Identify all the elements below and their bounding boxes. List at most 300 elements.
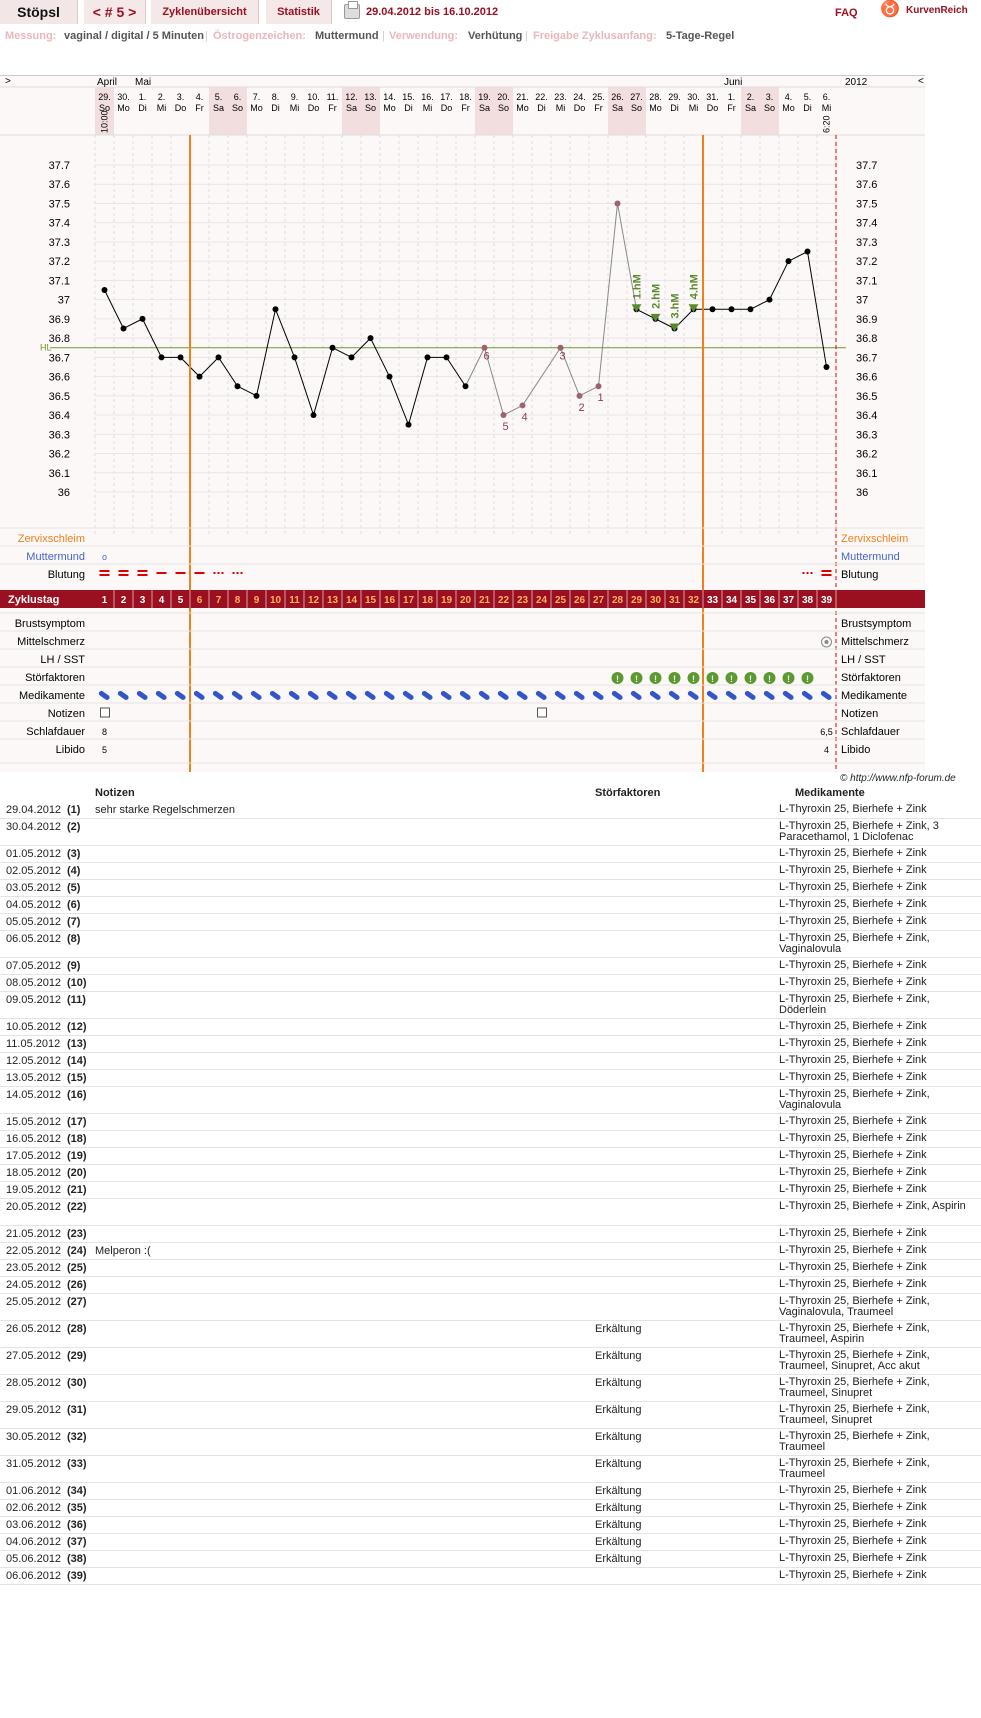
cell-meds: L-Thyroxin 25, Bierhefe + Zink [779,1278,927,1290]
cell-cd: (4) [67,865,81,877]
tab-cycle-overview[interactable]: Zyklenübersicht [151,0,259,24]
y-tick: 36.2 [48,448,70,461]
libido-value: 4 [823,745,830,755]
temp-point [520,402,526,408]
table-row [0,819,981,846]
kurvenreich-logo-icon: ♉ [880,1,900,18]
y-tick-right: 36.7 [856,352,878,365]
day-number: 14. [383,92,396,102]
y-tick: 37 [57,294,70,307]
y-tick: 36.6 [48,371,70,384]
cycle-day: 17 [402,595,415,606]
month-label: Juni [724,77,743,88]
cycle-day: 18 [421,595,434,606]
cell-date: 04.06.2012 [6,1536,62,1548]
cell-meds: L-Thyroxin 25, Bierhefe + Zink [779,1166,927,1178]
col-notes: Notizen [95,787,135,799]
y-tick-right: 37.4 [856,217,878,230]
cell-cd: (31) [67,1404,87,1416]
cell-date: 25.05.2012 [6,1296,62,1308]
cell-meds: L-Thyroxin 25, Bierhefe + Zink, Traumeel [779,1457,930,1480]
cell-date: 03.06.2012 [6,1519,62,1531]
weekday: Mi [688,103,699,113]
separator: | [525,30,528,42]
stoerfaktor-glyph: ! [730,674,733,684]
cell-date: 29.04.2012 [6,804,62,816]
point-label: 5 [502,421,509,434]
cell-date: 26.05.2012 [6,1323,62,1335]
cell-stoer: Erkältung [595,1377,642,1389]
row-label: LH / SST [40,654,85,666]
row-label-right: Schlafdauer [841,726,900,738]
cell-meds: L-Thyroxin 25, Bierhefe + Zink [779,1149,927,1161]
cell-cd: (26) [67,1279,87,1291]
cycle-chart [0,75,925,772]
cycle-day: 3 [139,595,146,606]
cell-meds: L-Thyroxin 25, Bierhefe + Zink [779,1183,927,1195]
weekday: Mo [782,103,795,113]
weekday: Di [803,103,812,113]
printer-icon[interactable] [344,4,360,19]
day-number: 22. [535,92,548,102]
separator: | [205,30,208,42]
temp-point [748,306,754,312]
weekday: Do [307,103,320,113]
nav-left: > [5,76,11,87]
y-tick: 36.3 [48,429,70,442]
table-row [0,1070,981,1087]
cell-date: 06.06.2012 [6,1570,62,1582]
weekday: Fr [461,103,470,113]
hm-label: 1.hM [631,274,644,300]
temp-point [254,393,260,399]
table-row [0,1517,981,1534]
y-tick-right: 36.8 [856,333,878,346]
y-tick: 37.3 [48,236,70,249]
table-row [0,1131,981,1148]
y-tick: 36.1 [48,467,70,480]
cell-note: sehr starke Regelschmerzen [95,804,236,816]
cycle-day: 21 [478,595,491,606]
cell-meds: L-Thyroxin 25, Bierhefe + Zink [779,1071,927,1083]
row-label: Schlafdauer [26,726,85,738]
weekday: Sa [611,103,624,113]
temp-point [159,354,165,360]
temp-point [406,422,412,428]
weekday: Do [440,103,453,113]
kurvenreich-link[interactable]: KurvenReich [906,5,968,16]
cell-cd: (19) [67,1150,87,1162]
bleed-mark [807,572,809,574]
stoerfaktor-glyph: ! [787,674,790,684]
faq-link[interactable]: FAQ [835,7,858,19]
cell-cd: (1) [67,804,81,816]
day-number: 9. [290,92,299,102]
bleed-mark [811,572,813,574]
cycle-day: 37 [782,595,795,606]
temp-point [577,393,583,399]
bleed-mark [803,572,805,574]
cycle-day: 28 [611,595,624,606]
y-tick-right: 36.2 [856,448,878,461]
cell-meds: L-Thyroxin 25, Bierhefe + Zink [779,1501,927,1513]
cell-cd: (9) [67,960,81,972]
cell-meds: L-Thyroxin 25, Bierhefe + Zink, Aspirin [779,1200,966,1212]
cell-meds: L-Thyroxin 25, Bierhefe + Zink, Traumeel, Sinupret, Acc akut [779,1349,930,1372]
stoerfaktor-glyph: ! [749,674,752,684]
table-row [0,1402,981,1429]
row-label-right: Medikamente [841,690,908,702]
cell-meds: L-Thyroxin 25, Bierhefe + Zink, Döderlein [779,993,930,1016]
cell-cd: (15) [67,1072,87,1084]
cell-cd: (28) [67,1323,87,1335]
cell-cd: (23) [67,1228,87,1240]
libido-value: 5 [101,745,108,755]
measure-label: Messung: [5,30,57,42]
bleed-mark [119,574,129,576]
bleed-mark [233,572,235,574]
bleed-mark [119,570,129,572]
cell-meds: L-Thyroxin 25, Bierhefe + Zink, Traumeel [779,1430,930,1453]
weekday: Di [670,103,679,113]
temp-point [178,354,184,360]
stoerfaktor-glyph: ! [768,674,771,684]
cell-cd: (2) [67,821,81,833]
weekday: Mo [117,103,130,113]
cell-cd: (24) [67,1245,87,1257]
row-label: Störfaktoren [25,672,85,684]
weekday: Di [404,103,413,113]
cell-cd: (8) [67,933,81,945]
weekday: So [98,103,111,113]
cell-meds: L-Thyroxin 25, Bierhefe + Zink, 3 Paracethamol, 1 Diclofenac [779,820,939,843]
bleed-mark [100,570,110,572]
table-row [0,1148,981,1165]
cell-date: 24.05.2012 [6,1279,62,1291]
bleed-mark [176,572,186,574]
table-row [0,1087,981,1114]
row-label-right: Muttermund [841,551,900,563]
cell-date: 31.05.2012 [6,1458,62,1470]
temp-point [292,354,298,360]
y-tick-right: 36.6 [856,371,878,384]
cell-cd: (38) [67,1553,87,1565]
bleed-mark [157,572,167,574]
temp-point [102,287,108,293]
cycle-day: 25 [554,595,567,606]
cell-cd: (10) [67,977,87,989]
cycle-day: 10 [269,595,282,606]
measure-value: vaginal / digital / 5 Minuten [64,30,204,42]
day-number: 17. [440,92,453,102]
cell-meds: L-Thyroxin 25, Bierhefe + Zink [779,1037,927,1049]
y-tick-right: 36.3 [856,429,878,442]
cell-meds: L-Thyroxin 25, Bierhefe + Zink [779,803,927,815]
cell-meds: L-Thyroxin 25, Bierhefe + Zink [779,1244,927,1256]
weekday: Mi [422,103,433,113]
cell-cd: (16) [67,1089,87,1101]
cycle-day: 6 [196,595,203,606]
y-tick: 36.5 [48,390,70,403]
row-label-right: Mittelschmerz [841,636,909,648]
cell-date: 03.05.2012 [6,882,62,894]
row-label: Libido [55,744,85,756]
estrogen-value: Muttermund [315,30,379,42]
y-tick-right: 36 [856,487,869,499]
cell-cd: (32) [67,1431,87,1443]
bleed-mark [222,572,224,574]
cell-meds: L-Thyroxin 25, Bierhefe + Zink, Traumeel, Aspirin [779,1322,930,1345]
cycle-day: 24 [535,595,548,606]
cell-meds: L-Thyroxin 25, Bierhefe + Zink, Vaginalovula [779,1088,930,1111]
cell-cd: (13) [67,1038,87,1050]
cell-date: 02.06.2012 [6,1502,62,1514]
cell-cd: (22) [67,1201,87,1213]
cell-meds: L-Thyroxin 25, Bierhefe + Zink [779,1569,927,1581]
day-number: 2. [157,92,166,102]
temp-point [387,374,393,380]
sleep-value: 6,5 [820,727,833,737]
day-number: 6. [233,92,242,102]
y-tick-right: 36.5 [856,390,878,403]
weekday: Sa [345,103,358,113]
cell-cd: (7) [67,916,81,928]
point-label: 3 [559,350,566,363]
sleep-value: 8 [101,727,108,737]
cycle-day: 8 [234,595,241,606]
hm-label: 4.hM [688,274,701,300]
table-row [0,1114,981,1131]
row-label-right: LH / SST [841,654,886,666]
cell-meds: L-Thyroxin 25, Bierhefe + Zink, Vaginalovula, Traumeel [779,1295,930,1318]
cycle-day: 16 [383,595,396,606]
temp-point [368,335,374,341]
y-tick-right: 37.6 [856,179,878,192]
cycle-day: 11 [289,595,300,606]
cell-meds: L-Thyroxin 25, Bierhefe + Zink [779,1020,927,1032]
weekday: Sa [744,103,757,113]
table-row [0,1019,981,1036]
year-label: 2012 [845,77,868,88]
cell-date: 30.04.2012 [6,821,62,833]
cell-date: 05.05.2012 [6,916,62,928]
cell-meds: L-Thyroxin 25, Bierhefe + Zink [779,1132,927,1144]
day-number: 4. [784,92,793,102]
table-row [0,992,981,1019]
day-number: 24. [573,92,586,102]
cell-cd: (11) [67,994,86,1006]
weekday: Di [271,103,280,113]
cell-cd: (35) [67,1502,87,1514]
day-number: 7. [252,92,261,102]
table-row [0,1429,981,1456]
weekday: Fr [195,103,204,113]
chart-border [0,75,925,76]
day-number: 16. [421,92,434,102]
day-number: 29. [668,92,681,102]
temp-point [330,345,336,351]
cell-cd: (36) [67,1519,87,1531]
table-row [0,1534,981,1551]
temp-point [824,364,830,370]
y-tick-right: 37 [856,294,869,307]
cell-stoer: Erkältung [595,1404,642,1416]
day-number: 3. [765,92,774,102]
temp-point [425,354,431,360]
cell-date: 18.05.2012 [6,1167,62,1179]
table-row [0,1036,981,1053]
table-row [0,914,981,931]
table-row [0,897,981,914]
cycle-selector[interactable]: < # 5 > [84,0,146,24]
table-row [0,1053,981,1070]
cell-date: 08.05.2012 [6,977,62,989]
cycle-day: 19 [440,595,453,606]
nav-right: < [918,76,924,87]
temp-point [444,354,450,360]
cell-date: 30.05.2012 [6,1431,62,1443]
cycle-day: 38 [801,595,814,606]
cell-meds: L-Thyroxin 25, Bierhefe + Zink [779,1054,927,1066]
cycle-day: 20 [459,595,472,606]
hm-label: 3.hM [669,293,682,319]
y-tick-right: 36.4 [856,410,878,423]
day-number: 4. [195,92,204,102]
day-number: 5. [803,92,812,102]
weekday: So [763,103,776,113]
cycle-day: 13 [326,595,339,606]
table-row [0,958,981,975]
y-tick: 37.2 [48,256,70,269]
table-row [0,1375,981,1402]
y-tick: 37.6 [48,179,70,192]
day-number: 12. [345,92,358,102]
mittelschmerz-marker [825,640,829,644]
stoerfaktor-glyph: ! [635,674,638,684]
y-tick: 37.4 [48,217,70,230]
cell-cd: (39) [67,1570,87,1582]
cycle-day: 27 [592,595,605,606]
note-icon [101,708,110,717]
row-label-right: Zervixschleim [841,533,909,545]
row-label-right: Notizen [841,708,879,720]
cell-meds: L-Thyroxin 25, Bierhefe + Zink, Traumeel, Sinupret [779,1403,930,1426]
y-tick: 36.9 [48,313,70,326]
weekday: Mo [383,103,396,113]
table-row [0,1321,981,1348]
cell-cd: (30) [67,1377,87,1389]
temp-point [140,316,146,322]
cell-cd: (12) [67,1021,87,1033]
table-row [0,975,981,992]
cell-stoer: Erkältung [595,1485,642,1497]
cell-cd: (21) [67,1184,87,1196]
bleed-mark [237,572,239,574]
cell-meds: L-Thyroxin 25, Bierhefe + Zink [779,1115,927,1127]
row-label-right: Störfaktoren [841,672,901,684]
table-row [0,1456,981,1483]
temp-point [805,249,811,255]
weekday: Sa [478,103,491,113]
col-stoerfaktoren: Störfaktoren [595,787,661,799]
row-label: Brustsymptom [14,618,85,630]
y-tick: 37.7 [48,160,70,172]
day-number: 13. [364,92,377,102]
cell-cd: (20) [67,1167,87,1179]
day-number: 20. [497,92,510,102]
table-row [0,1260,981,1277]
copyright: © http://www.nfp-forum.de [840,773,956,784]
cycle-day: 15 [364,595,377,606]
row-label-right: Libido [841,744,871,756]
cycle-day: 35 [744,595,757,606]
day-number: 1. [727,92,736,102]
cell-stoer: Erkältung [595,1458,642,1470]
temp-point [615,200,621,206]
cell-cd: (3) [67,848,81,860]
row-label: Medikamente [18,690,85,702]
y-tick-right: 37.2 [856,256,878,269]
weekday: Do [174,103,187,113]
row-label-right: Brustsymptom [841,618,912,630]
cell-date: 29.05.2012 [6,1404,62,1416]
day-number: 26. [611,92,624,102]
table-row [0,1182,981,1199]
y-tick-right: 37.3 [856,236,878,249]
day-number: 21. [516,92,529,102]
user-nick: Stöpsl [0,0,78,24]
weekday: Fr [727,103,736,113]
weekday: Fr [328,103,337,113]
cell-meds: L-Thyroxin 25, Bierhefe + Zink, Vaginalovula [779,932,930,955]
cell-date: 13.05.2012 [6,1072,62,1084]
table-row [0,1294,981,1321]
cell-meds: L-Thyroxin 25, Bierhefe + Zink [779,1227,927,1239]
temp-point [197,374,203,380]
cycle-day: 2 [120,595,127,606]
day-number: 6. [822,92,831,102]
weekday: Mi [555,103,566,113]
table-row [0,1226,981,1243]
weekday: Mi [289,103,300,113]
bleed-mark [138,570,148,572]
cell-meds: L-Thyroxin 25, Bierhefe + Zink [779,881,927,893]
cell-meds: L-Thyroxin 25, Bierhefe + Zink [779,959,927,971]
bleed-mark [218,572,220,574]
release-value: 5-Tage-Regel [666,30,735,42]
cell-date: 04.05.2012 [6,899,62,911]
weekday: Mi [821,103,832,113]
bleed-mark [195,572,205,574]
cycle-day: 12 [307,595,320,606]
tab-statistics[interactable]: Statistik [266,0,332,24]
temp-point [501,412,507,418]
y-tick: 36.7 [48,352,70,365]
cell-cd: (37) [67,1536,87,1548]
weekday: Di [537,103,546,113]
weekday: Mo [250,103,263,113]
y-tick: 37.1 [48,275,70,288]
cell-cd: (14) [67,1055,87,1067]
separator: | [382,30,385,42]
row-label: Notizen [47,708,85,720]
day-number: 29. [98,92,111,102]
y-tick: 36.4 [48,410,70,423]
cell-stoer: Erkältung [595,1553,642,1565]
stoerfaktor-glyph: ! [654,674,657,684]
day-number: 31. [706,92,719,102]
cell-date: 06.05.2012 [6,933,62,945]
